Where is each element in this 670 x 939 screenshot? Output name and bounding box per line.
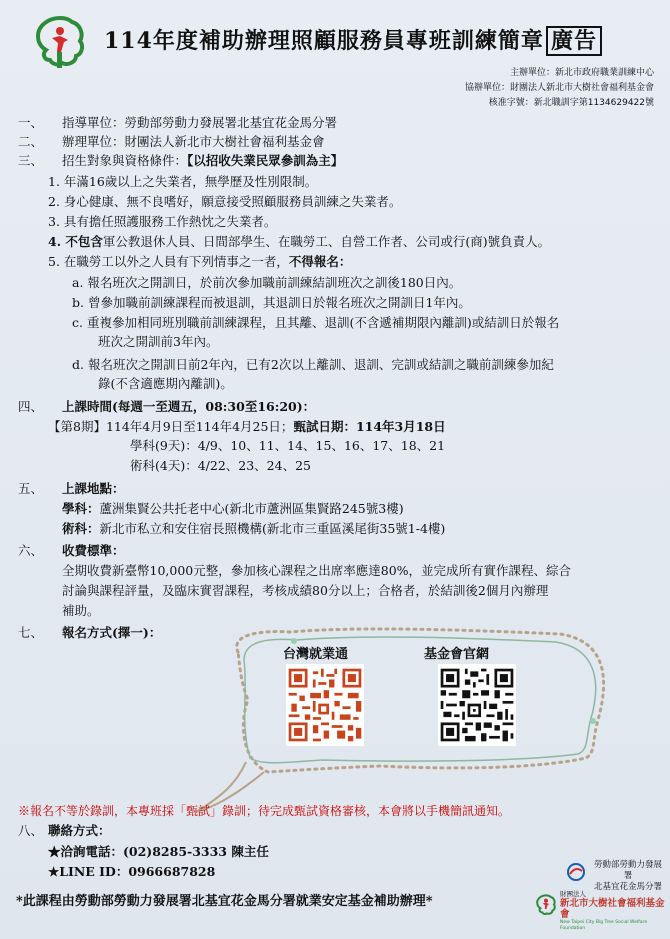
section-schedule: 上課時間(每週一至週五，08:30至16:20)：: [62, 399, 316, 414]
sub-item: c. 重複參加相同班別職前訓練課程，且其離、退訓(不含遞補期限內離訓)或結訓日於報名: [72, 315, 560, 330]
section-number: 七、: [18, 625, 44, 640]
practice-label: 術科：: [62, 521, 100, 536]
qr-code-foundation[interactable]: [438, 664, 516, 746]
item4-text: 軍公教退休人員、日間部學生、在職勞工、自營工作者、公司或行(商)號負責人。: [102, 234, 551, 249]
signup-note: ※報名不等於錄訓，本專班採「甄試」錄訓；待完成甄試資格審核，本會將以手機簡訊通知。: [18, 804, 511, 818]
eligibility-emphasis: 【以招收失業民眾參訓為主】: [187, 153, 344, 168]
fee-line: 全期收費新臺幣10,000元整，參加核心課程之出席率應達80%，並完成所有實作課程、綜合: [62, 563, 572, 578]
section-organizer: 辦理單位：財團法人新北市大樹社會福利基金會: [62, 134, 325, 149]
item4-emphasis: 4. 不包含: [48, 234, 103, 249]
list-item: 1. 年滿16歲以上之失業者，無學歷及性別限制。: [48, 174, 318, 189]
practice-days: 術科(4天)：4/22、23、24、25: [130, 458, 311, 473]
theory-address: 蘆洲集賢公共托老中心(新北市蘆洲區集賢路245號3樓): [99, 501, 404, 516]
foundation-logo-icon: [534, 893, 558, 917]
theory-days: 學科(9天)：4/9、10、11、14、15、16、17、18、21: [130, 438, 446, 453]
section-number: 二、: [18, 134, 44, 149]
ad-tag: 廣告: [546, 26, 602, 56]
section-signup: 報名方式(擇一)：: [62, 625, 162, 640]
eligibility-lead: 招生對象與資格條件：: [62, 153, 188, 168]
qr-label-foundation: 基金會官網: [424, 647, 490, 662]
foundation-badge-english: New Taipei City Big Tree Social Welfare Foundation: [560, 920, 648, 931]
section-number: 一、: [18, 115, 44, 130]
section-number: 八、: [18, 823, 44, 838]
wda-branch-name: 勞動部勞動力發展署 北基宜花金馬分署: [593, 860, 662, 892]
co-organizer-text: 協辦單位：財團法人新北市大樹社會福利基金會: [464, 83, 654, 93]
contact-phone[interactable]: ★洽詢電話：(02)8285-3333 陳主任: [48, 844, 269, 859]
section-guidance: 指導單位：勞動部勞動力發展署北基宜花金馬分署: [62, 115, 338, 130]
batch-dates: 【第8期】114年4月9日至114年4月25日；: [48, 419, 294, 434]
funding-footer: *此課程由勞動部勞動力發展署北基宜花金馬分署就業安定基金補助辦理*: [16, 894, 433, 909]
section-location: 上課地點：: [62, 481, 125, 496]
qr-label-taiwanjobs: 台灣就業通: [283, 647, 349, 662]
foundation-badge-prefix: 財團法人: [560, 890, 586, 898]
contact-line[interactable]: ★LINE ID：0966687828: [48, 864, 216, 879]
organizer-text: 主辦單位：新北市政府職業訓練中心: [509, 68, 654, 78]
list-item: 2. 身心健康、無不良嗜好，願意接受照顧服務員訓練之失業者。: [48, 194, 402, 209]
foundation-badge: [560, 890, 668, 932]
sub-item-cont: 班次之開訓前3年內。: [98, 334, 219, 349]
approval-text: 核准字號：新北職訓字第1134629422號: [488, 98, 654, 108]
list-item: 3. 具有擔任照護服務工作熱忱之失業者。: [48, 214, 277, 229]
section-number: 四、: [18, 399, 44, 414]
wda-logo-icon: [565, 862, 587, 882]
section-number: 六、: [18, 543, 44, 558]
item5-text: 5. 在職勞工以外之人員有下列情事之一者，: [48, 254, 289, 269]
sub-item: b. 曾參加職前訓練課程而被退訓，其退訓日於報名班次之開訓日1年內。: [72, 295, 471, 310]
title-text: 114年度補助辦理照顧服務員專班訓練簡章: [104, 28, 544, 54]
section-number: 三、: [18, 153, 44, 168]
sub-item: a. 報名班次之開訓日，於前次參加職前訓練結訓班次之訓後180日內。: [72, 275, 462, 290]
sub-item-cont: 錄(不含適應期內離訓)。: [98, 376, 233, 391]
section-contact: 聯絡方式：: [48, 823, 111, 838]
section-fee: 收費標準：: [62, 543, 125, 558]
foundation-badge-name: 新北市大樹社會福利基金會: [560, 898, 665, 920]
fee-line: 討論與課程評量，及臨床實習課程，考核成績80分以上；合格者，於結訓後2個月內辦理: [62, 583, 549, 598]
sub-item: d. 報名班次之開訓日前2年內，已有2次以上離訓、退訓、完訓或結訓之職前訓練參加紀: [72, 357, 554, 372]
practice-address: 新北市私立和安住宿長照機構(新北市三重區溪尾街35號1-4樓): [99, 521, 446, 536]
theory-label: 學科：: [62, 501, 100, 516]
fee-line: 補助。: [62, 603, 100, 618]
qr-code-taiwanjobs[interactable]: [286, 664, 364, 746]
exam-date: 甄試日期：114年3月18日: [293, 419, 446, 434]
section-number: 五、: [18, 481, 44, 496]
item5-emphasis: 不得報名：: [288, 254, 352, 269]
